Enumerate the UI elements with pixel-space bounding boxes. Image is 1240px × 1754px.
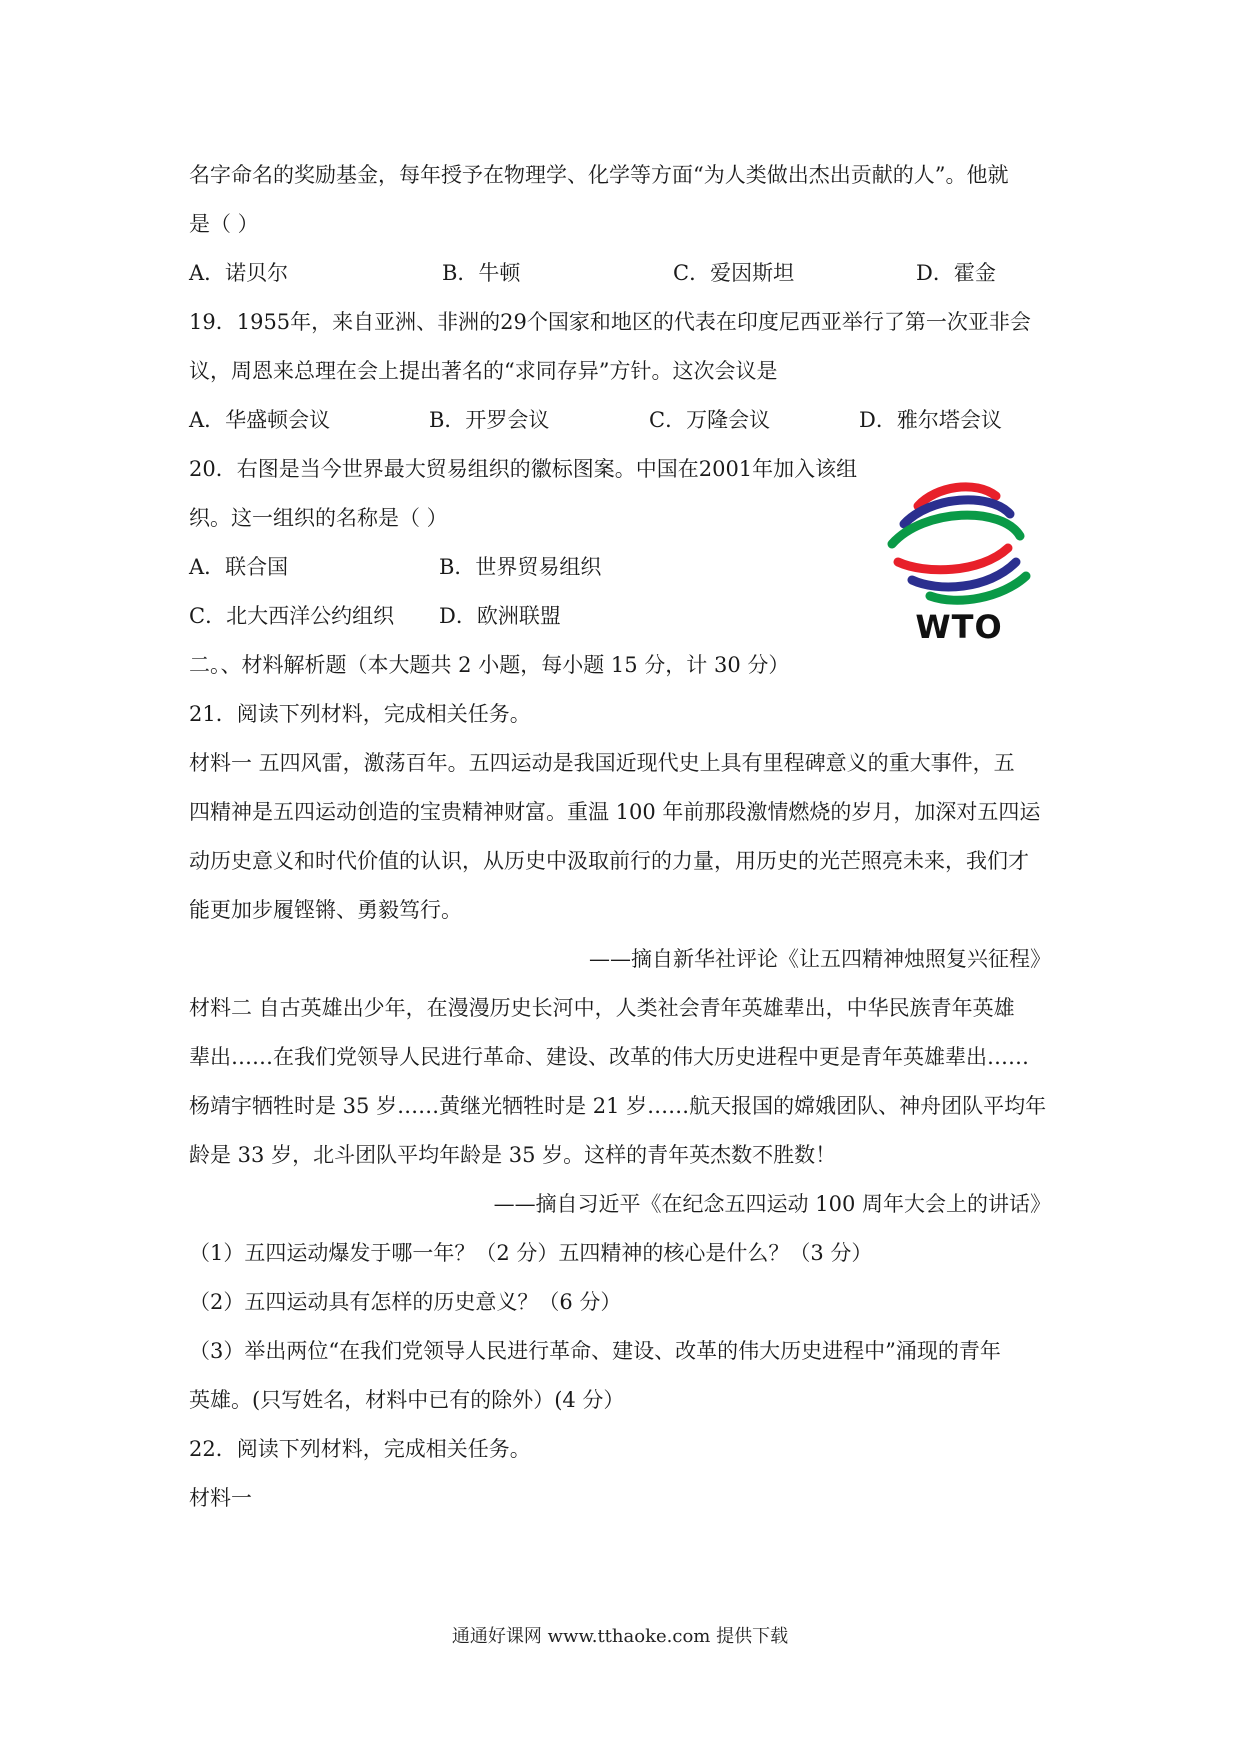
q21-task-1: （1）五四运动爆发于哪一年？（2 分）五四精神的核心是什么？（3 分）: [189, 1241, 873, 1265]
wto-logo: [884, 478, 1034, 648]
q21-material1-source: ——摘自新华社评论《让五四精神烛照复兴征程》: [589, 947, 1051, 971]
section-2-heading: 二。、材料解析题（本大题共 2 小题，每小题 15 分，计 30 分）: [189, 653, 790, 677]
q22-material1-label: 材料一: [189, 1486, 252, 1510]
q21-material1-line-1: 材料一 五四风雷，激荡百年。五四运动是我国近现代史上具有里程碑意义的重大事件，五: [189, 751, 1015, 775]
q21-material2-source: ——摘自习近平《在纪念五四运动 100 周年大会上的讲话》: [493, 1192, 1051, 1216]
q21-material2-line-4: 龄是 33 岁，北斗团队平均年龄是 35 岁。这样的青年英杰数不胜数！: [189, 1143, 837, 1167]
q21-material2-line-3: 杨靖宇牺牲时是 35 岁……黄继光牺牲时是 21 岁……航天报国的嫦娥团队、神舟团队平均年: [189, 1094, 1047, 1118]
q19-option-b: B．开罗会议: [429, 408, 550, 432]
q19-line-1: 19．1955年，来自亚洲、非洲的29个国家和地区的代表在印度尼西亚举行了第一次亚非会: [189, 310, 1031, 334]
q20-option-b: B．世界贸易组织: [439, 555, 602, 579]
q18-option-b: B．牛顿: [442, 261, 521, 285]
q20-option-d: D．欧洲联盟: [439, 604, 561, 628]
q21-material1-line-4: 能更加步履铿锵、勇毅笃行。: [189, 898, 462, 922]
page-footer: 通通好课网 www.tthaoke.com 提供下载: [451, 1626, 789, 1647]
q19-option-d: D．雅尔塔会议: [859, 408, 1002, 432]
q20-line-2: 织。这一组织的名称是（ ）: [189, 506, 448, 530]
wto-logo-text: WTO: [915, 608, 1003, 646]
q21-material2-line-2: 辈出……在我们党领导人民进行革命、建设、改革的伟大历史进程中更是青年英雄辈出……: [189, 1045, 1029, 1069]
wto-logo-red-arc-lower: [898, 548, 1008, 570]
q21-material2-line-1: 材料二 自古英雄出少年，在漫漫历史长河中，人类社会青年英雄辈出，中华民族青年英雄: [189, 996, 1015, 1020]
q21-task-2: （2）五四运动具有怎样的历史意义？（6 分）: [189, 1290, 622, 1314]
wto-logo-graphic: [884, 478, 1034, 608]
q18-line-2: 是（ ）: [189, 212, 259, 236]
q20-option-a: A．联合国: [189, 555, 289, 579]
q20-line-1: 20．右图是当今世界最大贸易组织的徽标图案。中国在2001年加入该组: [189, 457, 858, 481]
q18-option-a: A．诺贝尔: [189, 261, 289, 285]
q19-option-c: C．万隆会议: [649, 408, 771, 432]
q19-option-a: A．华盛顿会议: [189, 408, 331, 432]
q21-material1-line-3: 动历史意义和时代价值的认识，从历史中汲取前行的力量，用历史的光芒照亮未来，我们才: [189, 849, 1029, 873]
q20-option-c: C．北大西洋公约组织: [189, 604, 395, 628]
q21-task-3-line-1: （3）举出两位“在我们党领导人民进行革命、建设、改革的伟大历史进程中”涌现的青年: [189, 1339, 1001, 1363]
q18-options: [189, 249, 1059, 298]
page-content: [189, 151, 1059, 1523]
q19-line-2: 议，周恩来总理在会上提出著名的“求同存异”方针。这次会议是: [189, 359, 778, 383]
q19-options: [189, 396, 1059, 445]
q18-option-c: C．爱因斯坦: [673, 261, 795, 285]
q18-line-1: 名字命名的奖励基金，每年授予在物理学、化学等方面“为人类做出杰出贡献的人”。他就: [189, 163, 1009, 187]
q21-material1-line-2: 四精神是五四运动创造的宝贵精神财富。重温 100 年前那段激情燃烧的岁月，加深对五四运: [189, 800, 1041, 824]
q21-task-3-line-2: 英雄。(只写姓名，材料中已有的除外）(4 分）: [189, 1388, 625, 1412]
q21-intro: 21．阅读下列材料，完成相关任务。: [189, 702, 531, 726]
q22-intro: 22．阅读下列材料，完成相关任务。: [189, 1437, 531, 1461]
q18-option-d: D．霍金: [916, 261, 996, 285]
